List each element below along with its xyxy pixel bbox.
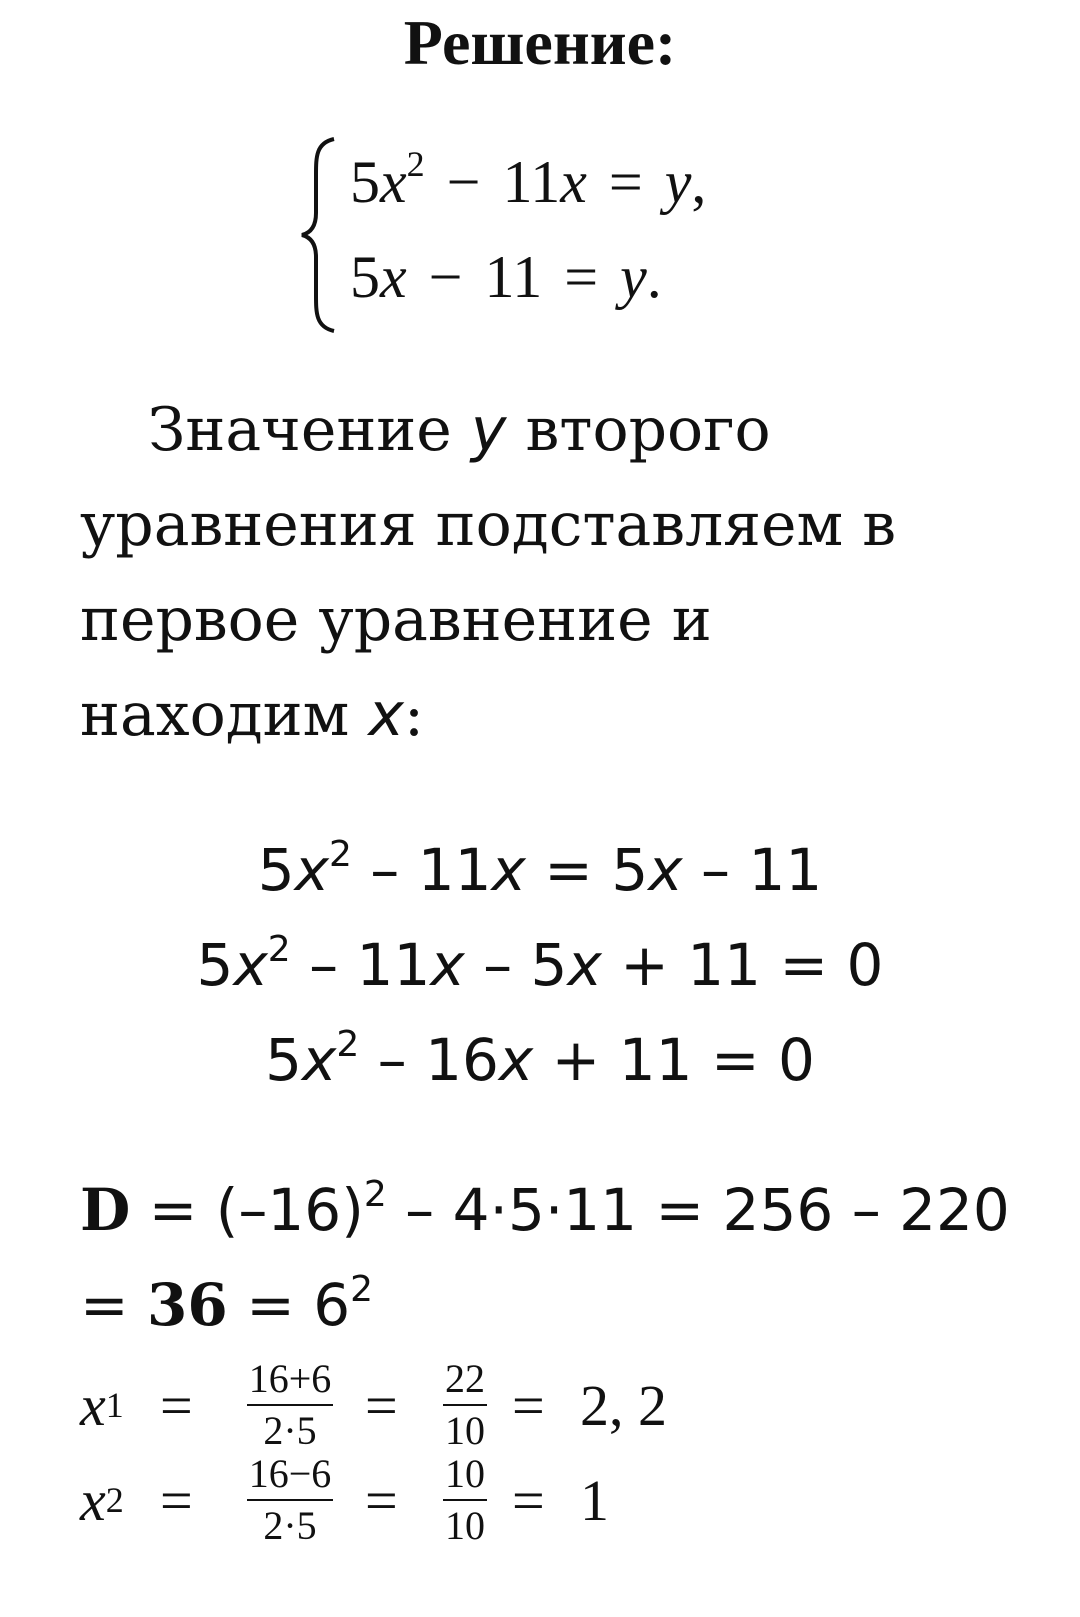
root-x2: x 2 = $\frac{16-6}{2\cdot 5}$ = $\frac{10}{10}$ = 1 (80, 1451, 609, 1548)
system-equation-1: $5x^2 - 11x = y$, (350, 144, 707, 215)
discriminant-line-2: = $36 = 6^2$ (80, 1269, 374, 1339)
equation-2: $5х^2 - 11х - 5х + 11 = 0$ (196, 929, 884, 999)
fraction: $\frac{10}{10}$ (445, 1451, 485, 1548)
fraction: $\frac{22}{10}$ (445, 1356, 485, 1453)
discriminant-line-1: $D = (-16)^2 - 4\cdot 5\cdot 11 = 256 - 220$ (80, 1174, 1010, 1244)
equation-3: $5х^2 - 16х + 11 = 0$ (265, 1024, 815, 1094)
root-x1: x 1 = $\frac{16+6}{2\cdot 5}$ = $\frac{22}{10}$ = 2, 2 (80, 1356, 667, 1453)
paragraph-line-2: уравнения подставляем в (80, 490, 897, 560)
paragraph-line-1: Значение у второго (148, 395, 771, 465)
discriminant-result: 36 (147, 1271, 228, 1339)
equation-1: $5х^2 - 11х = 5х - 11$ (257, 834, 823, 904)
fraction: $\frac{16+6}{2\cdot 5}$ (248, 1356, 332, 1453)
paragraph-line-4: находим х: (80, 680, 425, 750)
system-brace (300, 135, 340, 335)
paragraph-line-3: первое уравнение и (80, 585, 712, 655)
fraction: $\frac{16-6}{2\cdot 5}$ (248, 1451, 332, 1548)
page-title: Решение: (403, 7, 677, 78)
system-equation-2: 5x − 11 = y. (350, 244, 662, 310)
